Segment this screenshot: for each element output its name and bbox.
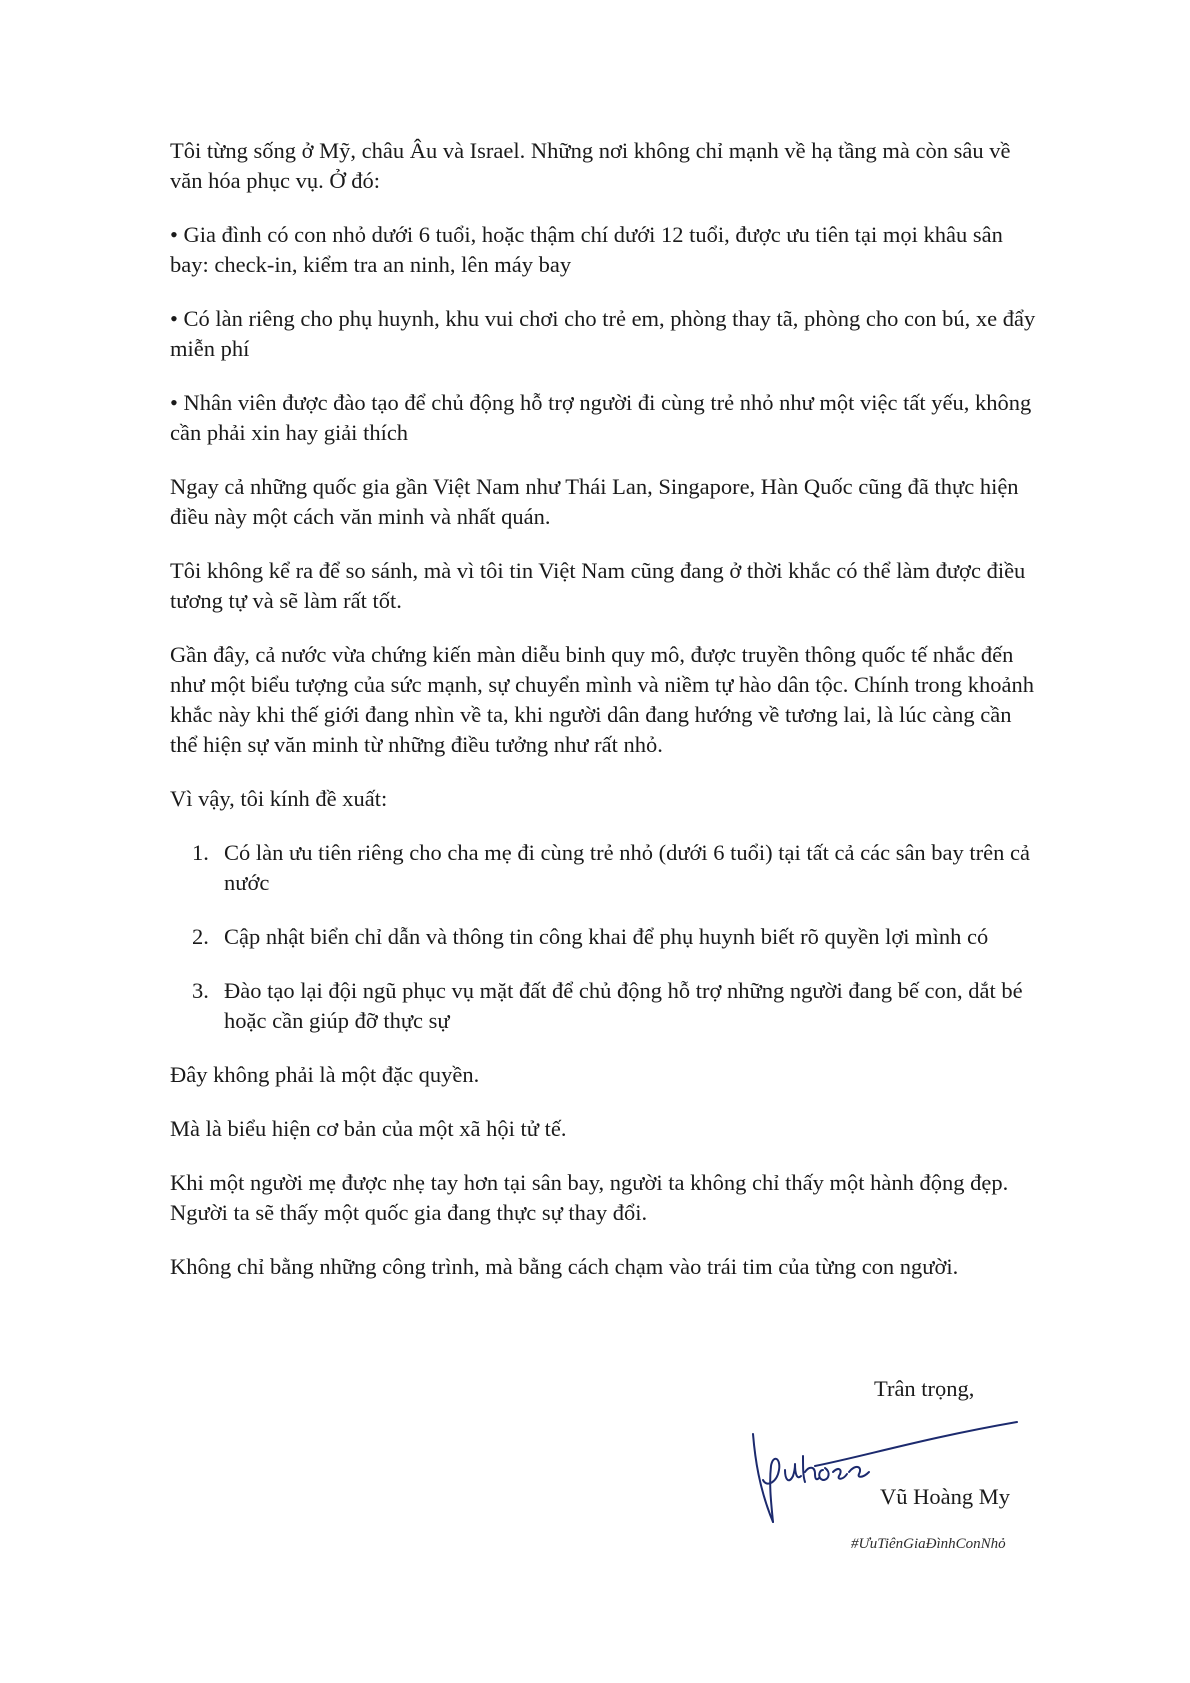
proposal-item <box>170 922 1040 952</box>
proposal-number: 2. <box>192 924 209 949</box>
bullet-facilities: • Có làn riêng cho phụ huynh, khu vui chơi cho trẻ em, phòng thay tã, phòng cho con bú, xe đẩy miễn phí <box>170 306 1036 361</box>
letter-body <box>170 136 1040 1306</box>
compare-paragraph: Tôi không kể ra để so sánh, mà vì tôi tin Việt Nam cũng đang ở thời khắc có thể làm được điều tương tự và sẽ làm rất tốt. <box>170 558 1026 613</box>
bullet-priority: • Gia đình có con nhỏ dưới 6 tuổi, hoặc thậm chí dưới 12 tuổi, được ưu tiên tại mọi khâu sân bay: check-in, kiểm tra an ninh, lên máy bay <box>170 222 1003 277</box>
proposal-number: 3. <box>192 978 209 1003</box>
proposal-lead: Vì vậy, tôi kính đề xuất: <box>170 786 388 811</box>
proposal-item <box>170 838 1040 898</box>
intro-paragraph: Tôi từng sống ở Mỹ, châu Âu và Israel. Những nơi không chỉ mạnh về hạ tầng mà còn sâu về văn hóa phục vụ. Ở đó: <box>170 138 1011 193</box>
heart-paragraph: Không chỉ bằng những công trình, mà bằng cách chạm vào trái tim của từng con người. <box>170 1254 959 1279</box>
parade-paragraph: Gần đây, cả nước vừa chứng kiến màn diễu binh quy mô, được truyền thông quốc tế nhắc đến như một biểu tượng của sức mạnh, sự chuyển mình và niềm tự hào dân tộc. Chính trong khoảnh khắc này khi thế giới đang nhìn về ta, khi người dân đang hướng về tương lai, là lúc càng cần thể hiện sự văn minh từ những điều tưởng như rất nhỏ. <box>170 642 1034 757</box>
proposal-text: Có làn ưu tiên riêng cho cha mẹ đi cùng trẻ nhỏ (dưới 6 tuổi) tại tất cả các sân bay trên cả nước <box>224 840 1031 895</box>
signer-name: Vũ Hoàng My <box>880 1484 1010 1509</box>
decent-society-paragraph: Mà là biểu hiện cơ bản của một xã hội tử tế. <box>170 1116 567 1141</box>
privilege-paragraph: Đây không phải là một đặc quyền. <box>170 1062 480 1087</box>
bullet-staff: • Nhân viên được đào tạo để chủ động hỗ trợ người đi cùng trẻ nhỏ như một việc tất yếu, không cần phải xin hay giải thích <box>170 390 1032 445</box>
closing-salutation: Trân trọng, <box>874 1376 975 1401</box>
proposal-text: Cập nhật biển chỉ dẫn và thông tin công khai để phụ huynh biết rõ quyền lợi mình có <box>224 924 989 949</box>
mother-paragraph: Khi một người mẹ được nhẹ tay hơn tại sân bay, người ta không chỉ thấy một hành động đẹp. Người ta sẽ thấy một quốc gia đang thực sự thay đổi. <box>170 1170 1009 1225</box>
neighbors-paragraph: Ngay cả những quốc gia gần Việt Nam như Thái Lan, Singapore, Hàn Quốc cũng đã thực hiện điều này một cách văn minh và nhất quán. <box>170 474 1019 529</box>
proposal-number: 1. <box>192 840 209 865</box>
proposal-item <box>170 976 1040 1036</box>
proposal-text: Đào tạo lại đội ngũ phục vụ mặt đất để chủ động hỗ trợ những người đang bế con, dắt bé hoặc cần giúp đỡ thực sự <box>224 978 1023 1033</box>
proposal-list <box>170 838 1040 1036</box>
campaign-hashtag: #ƯuTiênGiaĐìnhConNhỏ <box>851 1536 1006 1552</box>
